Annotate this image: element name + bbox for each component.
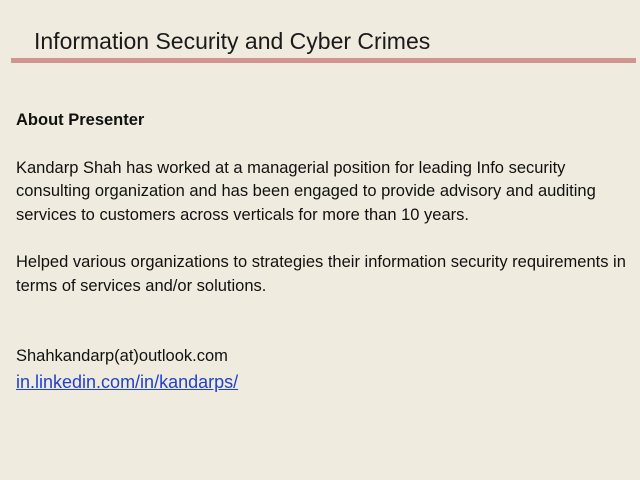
bio-paragraph: Kandarp Shah has worked at a managerial position for leading Info security consulting organization and has been engaged to provide advisory and auditing services to customers across verticals for more than 10 years. [16, 158, 596, 224]
contact-email: Shahkandarp(at)outlook.com [16, 347, 228, 365]
linkedin-link[interactable]: in.linkedin.com/in/kandarps/ [16, 371, 239, 392]
experience-paragraph: Helped various organizations to strategies their information security requirements in terms of services and/or solutions. [16, 253, 626, 295]
spacer [16, 133, 626, 157]
section-heading: About Presenter [16, 111, 145, 129]
spacer [16, 227, 626, 251]
slide-body [16, 109, 626, 395]
title-underline-rule [11, 58, 636, 63]
slide-title: Information Security and Cyber Crimes [34, 28, 431, 54]
spacer [16, 298, 626, 345]
